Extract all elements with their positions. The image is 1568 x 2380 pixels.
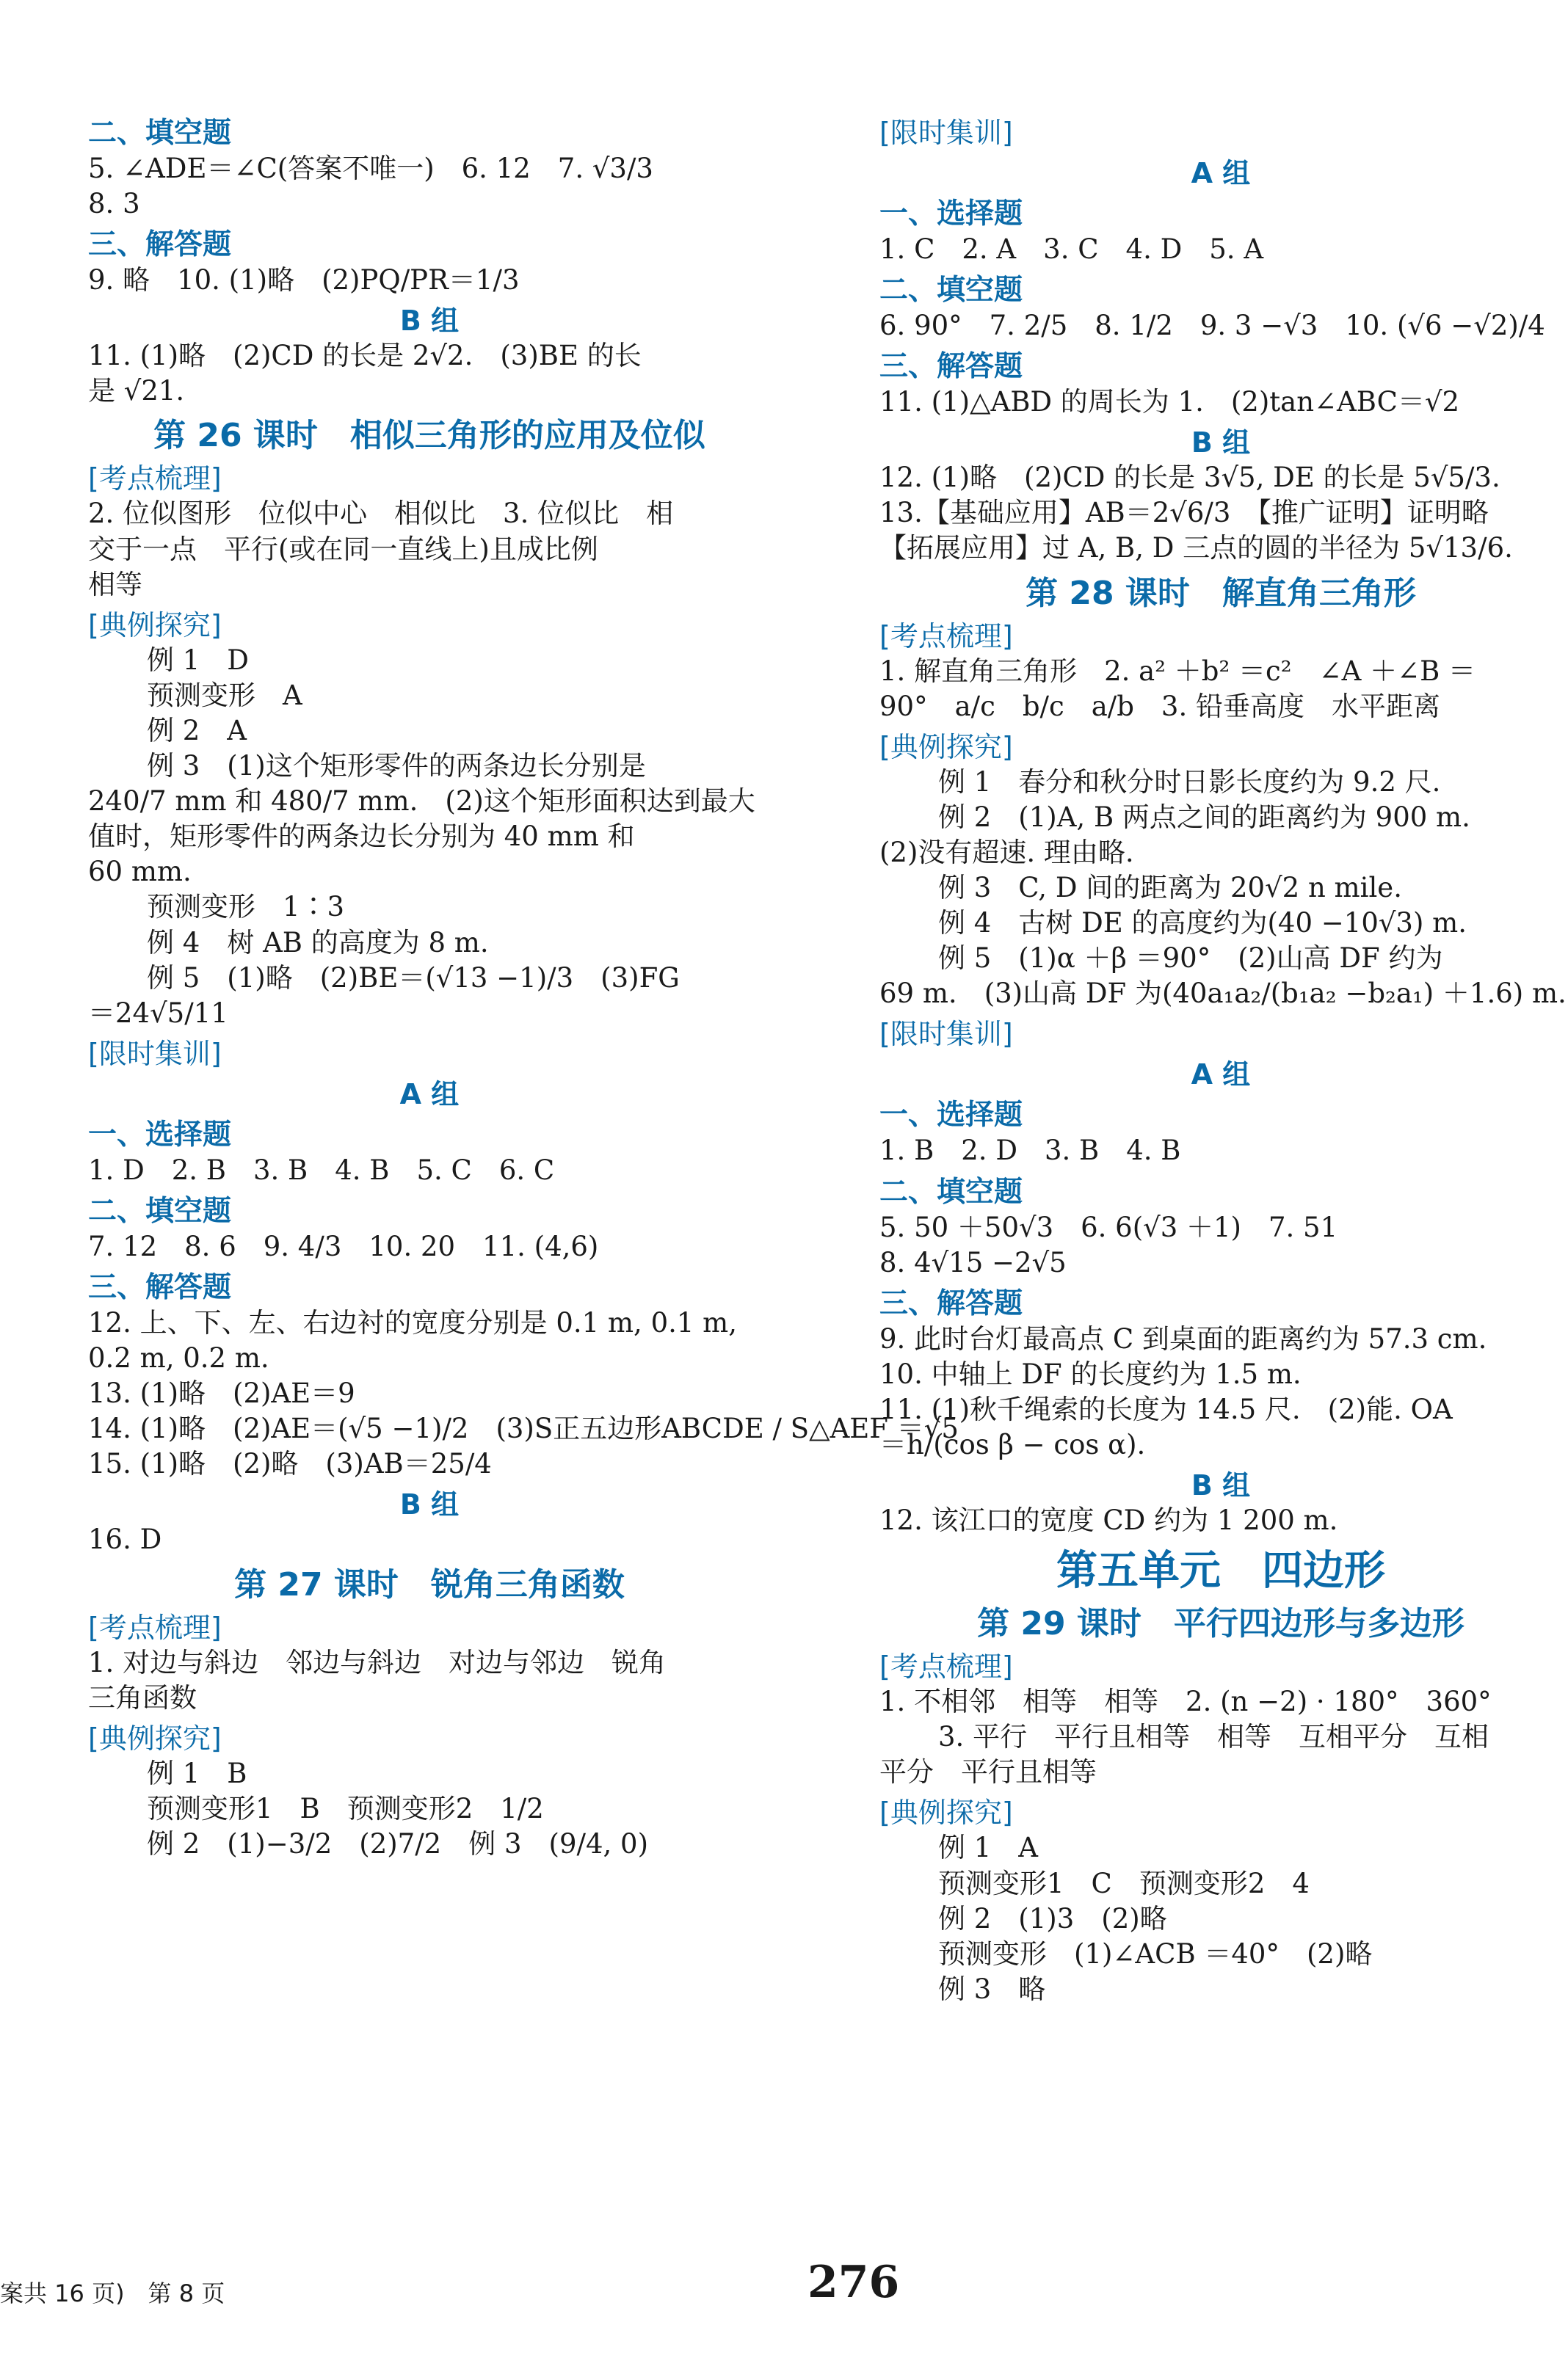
left-line: [限时集训] xyxy=(88,1037,222,1070)
right-line: 三、解答题 xyxy=(879,350,1023,384)
left-line: B 组 xyxy=(399,1488,460,1521)
right-line: 例 4 古树 DE 的高度约为(40 −10√3) m. xyxy=(938,907,1467,939)
left-line: 三、解答题 xyxy=(88,228,232,262)
left-line: 1. D 2. B 3. B 4. B 5. C 6. C xyxy=(88,1154,555,1186)
left-line: 7. 12 8. 6 9. 4/3 10. 20 11. (4,6) xyxy=(88,1230,599,1262)
left-line: 12. 上、下、左、右边衬的宽度分别是 0.1 m, 0.1 m, xyxy=(88,1306,738,1339)
right-line: 1. 解直角三角形 2. a² ＋b² ＝c² ∠A ＋∠B ＝ xyxy=(879,655,1476,687)
footer-pages: 案共 16 页) 第 8 页 xyxy=(0,2279,225,2307)
right-line: B 组 xyxy=(1191,426,1251,459)
left-line: 例 3 (1)这个矩形零件的两条边长分别是 xyxy=(147,750,646,782)
right-line: 69 m. (3)山高 DF 为(40a₁a₂/(b₁a₂ −b₂a₁) ＋1.6) m. xyxy=(879,978,1567,1010)
right-line: 例 5 (1)α ＋β ＝90° (2)山高 DF 约为 xyxy=(938,942,1443,975)
right-line: (2)没有超速. 理由略. xyxy=(879,836,1134,868)
left-line: 14. (1)略 (2)AE＝(√5 −1)/2 (3)S正五边形ABCDE / S△AEF ＝√5 xyxy=(88,1413,959,1445)
right-line: 预测变形 (1)∠ACB ＝40° (2)略 xyxy=(938,1937,1373,1970)
left-line: 例 1 D xyxy=(147,644,249,676)
right-line: 例 1 A xyxy=(938,1832,1039,1864)
left-line: 13. (1)略 (2)AE＝9 xyxy=(88,1378,355,1410)
left-line: A 组 xyxy=(399,1077,460,1110)
left-line: 二、填空题 xyxy=(88,117,232,150)
left-line: 0.2 m, 0.2 m. xyxy=(88,1342,269,1375)
right-line: 6. 90° 7. 2/5 8. 1/2 9. 3 −√3 10. (√6 −√2)/4 xyxy=(879,310,1545,342)
left-line: [典例探究] xyxy=(88,608,222,641)
right-line: 1. 不相邻 相等 相等 2. (n −2) · 180° 360° xyxy=(879,1686,1492,1718)
left-line: 2. 位似图形 位似中心 相似比 3. 位似比 相 xyxy=(88,498,674,530)
right-line: 二、填空题 xyxy=(879,274,1023,307)
left-line: 二、填空题 xyxy=(88,1194,232,1228)
left-line: 三角函数 xyxy=(88,1681,197,1714)
right-line: A 组 xyxy=(1191,1058,1251,1091)
right-line: [典例探究] xyxy=(879,730,1013,763)
right-line: 第五单元 四边形 xyxy=(1056,1547,1385,1595)
left-line: 三、解答题 xyxy=(88,1270,232,1304)
right-line: 10. 中轴上 DF 的长度约为 1.5 m. xyxy=(879,1358,1302,1390)
right-line: 9. 此时台灯最高点 C 到桌面的距离约为 57.3 cm. xyxy=(879,1322,1487,1355)
left-line: 一、选择题 xyxy=(88,1118,232,1151)
left-line: 15. (1)略 (2)略 (3)AB＝25/4 xyxy=(88,1448,492,1480)
left-line: [考点梳理] xyxy=(88,462,222,495)
right-line: 8. 4√15 −2√5 xyxy=(879,1246,1067,1278)
right-line: 三、解答题 xyxy=(879,1287,1023,1320)
right-line: 例 1 春分和秋分时日影长度约为 9.2 尺. xyxy=(938,765,1441,798)
left-line: 11. (1)略 (2)CD 的长是 2√2. (3)BE 的长 xyxy=(88,340,642,372)
right-line: [考点梳理] xyxy=(879,1651,1013,1684)
right-line: 二、填空题 xyxy=(879,1175,1023,1209)
left-line: ＝24√5/11 xyxy=(88,997,228,1029)
right-line: 一、选择题 xyxy=(879,1099,1023,1132)
left-column xyxy=(88,110,959,1862)
right-line: 例 3 C, D 间的距离为 20√2 n mile. xyxy=(938,872,1402,904)
left-line: 例 2 A xyxy=(147,714,247,746)
left-line: 相等 xyxy=(88,568,142,600)
left-line: 交于一点 平行(或在同一直线上)且成比例 xyxy=(88,533,598,565)
right-column xyxy=(879,110,1567,2007)
right-line: 例 3 略 xyxy=(938,1973,1046,2005)
left-line: 是 √21. xyxy=(88,375,185,407)
left-line: 值时，矩形零件的两条边长分别为 40 mm 和 xyxy=(88,820,635,853)
right-line: 13.【基础应用】AB＝2√6/3 【推广证明】证明略 xyxy=(879,497,1489,529)
right-line: 12. 该江口的宽度 CD 约为 1 200 m. xyxy=(879,1504,1338,1537)
left-line: 例 2 (1)−3/2 (2)7/2 例 3 (9/4, 0) xyxy=(147,1827,649,1860)
right-line: 1. C 2. A 3. C 4. D 5. A xyxy=(879,233,1264,265)
right-line: [限时集训] xyxy=(879,1018,1013,1051)
left-line: 1. 对边与斜边 邻边与斜边 对边与邻边 锐角 xyxy=(88,1646,667,1678)
right-line: 11. (1)秋千绳索的长度为 14.5 尺. (2)能. OA xyxy=(879,1393,1453,1425)
left-line: 60 mm. xyxy=(88,856,192,888)
left-line: 例 1 B xyxy=(147,1757,247,1789)
left-line: 第 27 课时 锐角三角函数 xyxy=(234,1565,625,1604)
right-line: A 组 xyxy=(1191,157,1251,189)
left-line: 例 4 树 AB 的高度为 8 m. xyxy=(147,926,489,958)
left-line: B 组 xyxy=(399,305,460,338)
right-line: 1. B 2. D 3. B 4. B xyxy=(879,1135,1181,1167)
right-line: 例 2 (1)A, B 两点之间的距离约为 900 m. xyxy=(938,801,1470,833)
right-line: B 组 xyxy=(1191,1469,1251,1502)
left-line: 5. ∠ADE＝∠C(答案不唯一) 6. 12 7. √3/3 xyxy=(88,153,653,184)
right-line: 一、选择题 xyxy=(879,197,1023,230)
left-line: [考点梳理] xyxy=(88,1611,222,1644)
left-line: 16. D xyxy=(88,1524,162,1556)
right-line: 3. 平行 平行且相等 相等 互相平分 互相 xyxy=(938,1721,1489,1753)
left-line: 240/7 mm 和 480/7 mm. (2)这个矩形面积达到最大 xyxy=(88,785,755,818)
right-line: 第 28 课时 解直角三角形 xyxy=(1026,574,1416,612)
left-line: 第 26 课时 相似三角形的应用及位似 xyxy=(153,417,705,455)
right-line: 90° a/c b/c a/b 3. 铅垂高度 水平距离 xyxy=(879,690,1440,722)
left-line: 预测变形 1∶3 xyxy=(147,891,345,923)
right-line: 5. 50 ＋50√3 6. 6(√3 ＋1) 7. 51 xyxy=(879,1211,1338,1243)
right-line: 例 2 (1)3 (2)略 xyxy=(938,1902,1167,1935)
right-line: 第 29 课时 平行四边形与多边形 xyxy=(977,1605,1464,1643)
right-line: [限时集训] xyxy=(879,117,1013,149)
right-line: ＝h/(cos β − cos α). xyxy=(879,1428,1146,1460)
right-line: [典例探究] xyxy=(879,1797,1013,1830)
right-line: 【拓展应用】过 A, B, D 三点的圆的半径为 5√13/6. xyxy=(879,532,1513,564)
right-line: 平分 平行且相等 xyxy=(879,1756,1097,1788)
left-line: [典例探究] xyxy=(88,1722,222,1755)
page-number: 276 xyxy=(807,2257,900,2308)
left-line: 9. 略 10. (1)略 (2)PQ/PR＝1/3 xyxy=(88,264,520,296)
right-line: 11. (1)△ABD 的周长为 1. (2)tan∠ABC＝√2 xyxy=(879,386,1460,418)
right-line: [考点梳理] xyxy=(879,619,1013,652)
left-line: 预测变形 A xyxy=(147,679,302,711)
right-line: 12. (1)略 (2)CD 的长是 3√5, DE 的长是 5√5/3. xyxy=(879,462,1500,494)
right-line: 预测变形1 C 预测变形2 4 xyxy=(938,1867,1310,1899)
left-line: 8. 3 xyxy=(88,188,140,220)
left-line: 预测变形1 B 预测变形2 1/2 xyxy=(147,1792,544,1824)
left-line: 例 5 (1)略 (2)BE＝(√13 −1)/3 (3)FG xyxy=(147,961,680,994)
